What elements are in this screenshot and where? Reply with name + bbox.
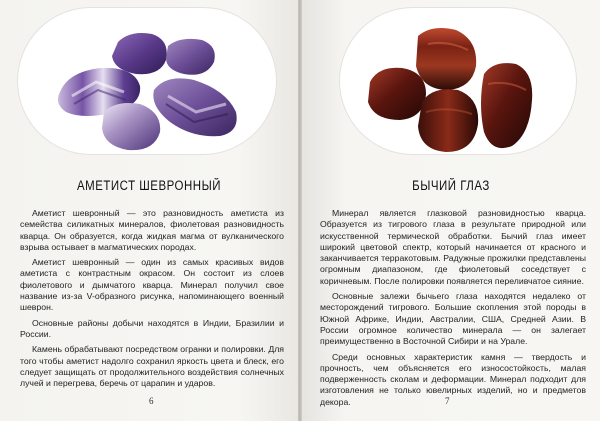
paragraph: Среди основных характеристик камня — твердость и прочность, чем объясняется его износостойкость, малая подверженность сколам и деформации. Минерал подходит для изготовления не только ювелирных изделий, но и предметов декора. <box>320 351 586 407</box>
body-text <box>20 208 284 393</box>
page-title: АМЕТИСТ ШЕВРОННЫЙ <box>76 178 222 193</box>
paragraph: Основные залежи бычьего глаза находятся недалеко от месторождений тигрового. Большие скопления этой породы в Южной Африке, Индии, Австралии, США, Средней Азии. В России огромное количество минерала — он залегает преимущественно в Восточной Сибири и на Урале. <box>320 291 586 347</box>
paragraph: Основные районы добычи находятся в Индии, Бразилии и России. <box>20 317 284 339</box>
right-page <box>302 0 600 421</box>
paragraph: Минерал является глазковой разновидностью кварца. Образуется из тигрового глаза в результате природной или искусственной термической обработки. Бычий глаз имеет широкий цветовой спектр, который начинается от красного и заканчивается терракотовым. Радужные прожилки представлены огромным диапазоном, где фиолетовый соседствует с коричневым. После полировки появляется переливчатое сияние. <box>320 208 586 286</box>
paragraph: Аметист шевронный — это разновидность аметиста из семейства силикатных минералов, фиолетовая разновидность кварца. Он образуется, когда жидкая магма от вулканического взрыва остывает в магматических породах. <box>20 208 284 252</box>
paragraph: Аметист шевронный — один из самых красивых видов аметиста с контрастным окрасом. Он состоит из слоев фиолетового и дымчатого кварца. Минерал получил свое название из-за V-образного рисунка, напоминающего военный шеврон. <box>20 257 284 313</box>
page-number: 7 <box>445 396 450 406</box>
page-number: 6 <box>149 396 154 406</box>
page-title: БЫЧИЙ ГЛАЗ <box>412 178 490 193</box>
left-page <box>0 0 298 421</box>
body-text <box>320 208 586 412</box>
paragraph: Камень обрабатывают посредством огранки и полировки. Для того чтобы аметист надолго сохранил яркость цвета и блеск, его следует защищать от продолжительного воздействия солнечных лучей и перегрева, беречь от царапин и ударов. <box>20 344 284 389</box>
